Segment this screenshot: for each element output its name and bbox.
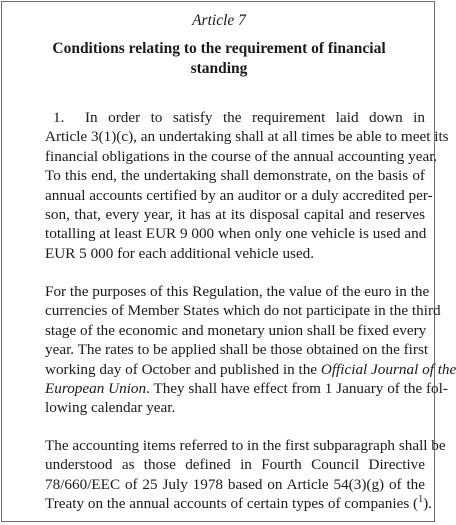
paragraph-3 [45, 436, 446, 514]
paragraph-1-line: annual accounts certified by an auditor or a duly accredited per- [45, 186, 433, 204]
paragraph-2-line: currencies of Member States which do not participate in the third [45, 302, 441, 320]
paragraph-3-line-text: Treaty on the annual accounts of certain types of companies ( [45, 495, 419, 513]
paragraph-2-line: lowing calendar year. [45, 399, 176, 417]
paragraph-1-line-text: In order to satisfy the requirement laid down in [85, 109, 425, 126]
paragraph-3-line-text: ). [423, 495, 432, 513]
paragraph-2-line: year. The rates to be applied shall be those obtained on the first [45, 341, 429, 359]
article-title-line-2: standing [190, 60, 248, 77]
paragraph-2 [45, 282, 456, 418]
paragraph-1-line [45, 108, 425, 127]
paragraph-1-line: EUR 5 000 for each additional vehicle used. [45, 244, 315, 262]
paragraph-2-line [45, 360, 456, 379]
paragraph-2-line: stage of the economic and monetary union shall be fixed every [45, 321, 427, 339]
paragraph-2-line-text: working day of October and published in the [45, 360, 321, 378]
paragraph-number: 1. [53, 109, 65, 126]
paragraph-1 [45, 108, 449, 263]
paragraph-1-line: Article 3(1)(c), an undertaking shall at all times be able to meet its [45, 128, 449, 146]
paragraph-3-line: 78/660/EEC of 25 July 1978 based on Article 54(3)(g) of the [45, 475, 425, 493]
paragraph-2-line [45, 379, 448, 398]
paragraph-3-line [45, 494, 432, 513]
paragraph-1-line: totalling at least EUR 9 000 when only one vehicle is used and [45, 225, 427, 243]
paragraph-2-line-text: . They shall have effect from 1 January of the fol- [146, 380, 448, 398]
paragraph-1-line: To this end, the undertaking shall demonstrate, on the basis of [45, 167, 425, 185]
paragraph-1-line: financial obligations in the course of the annual accounting year. [45, 147, 438, 165]
paragraph-1-line: son, that, every year, it has at its disposal capital and reserves [45, 206, 425, 224]
paragraph-2-line: For the purposes of this Regulation, the value of the euro in the [45, 283, 430, 300]
journal-name-part-1: Official Journal of the [320, 360, 456, 378]
footnote-reference: 1 [418, 494, 424, 506]
article-number: Article 7 [192, 12, 246, 29]
paragraph-3-line: The accounting items referred to in the first subparagraph shall be [45, 437, 446, 454]
article-title [0, 39, 438, 79]
article-title-line-1: Conditions relating to the requirement of financial [52, 40, 386, 57]
journal-name-part-2: European Union [45, 380, 147, 398]
paragraph-3-line: understood as those defined in Fourth Council Directive [45, 456, 425, 474]
